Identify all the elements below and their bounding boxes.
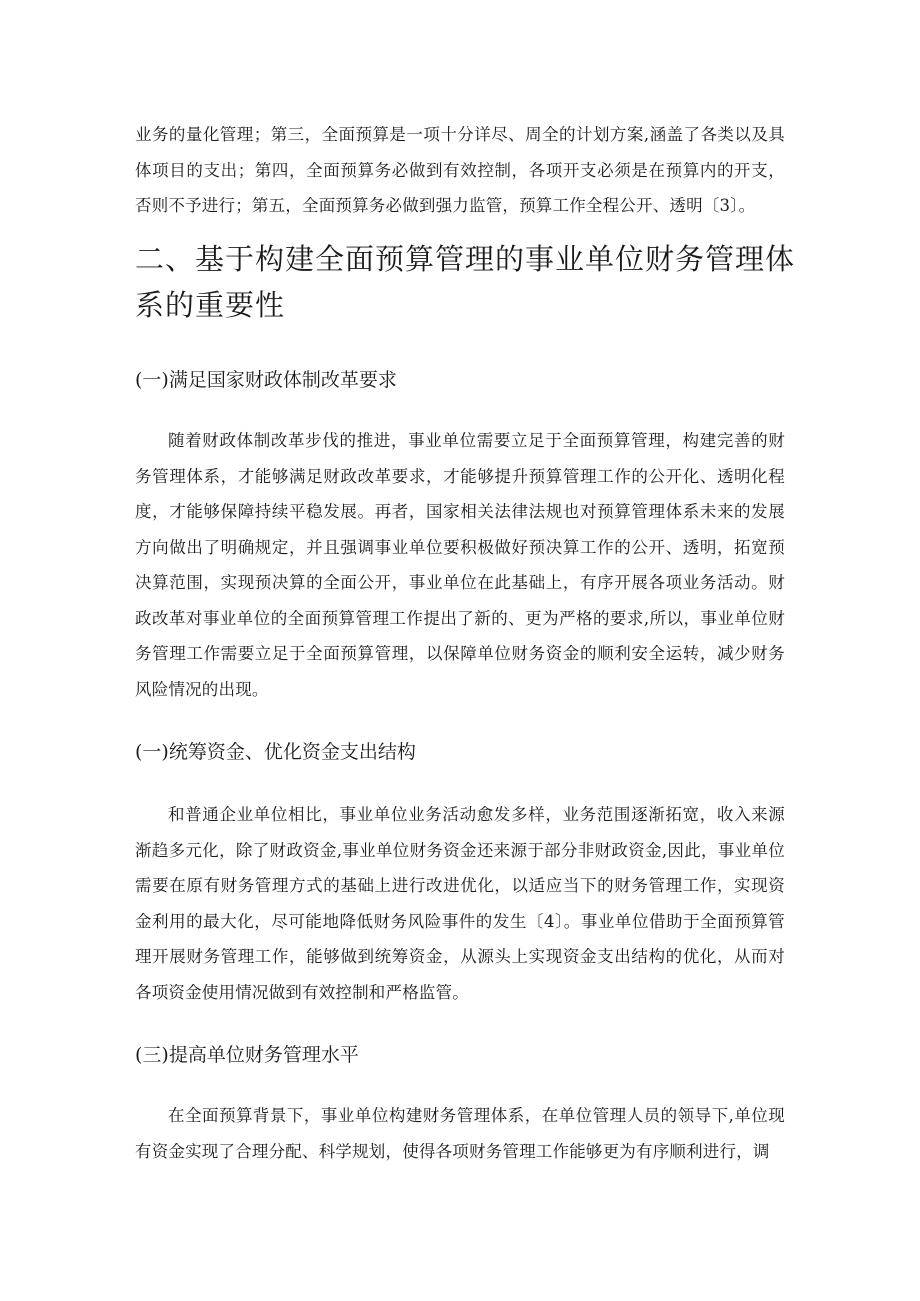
section-heading: 二、基于构建全面预算管理的事业单位财务管理体系的重要性	[135, 242, 796, 322]
paragraph-2: 和普通企业单位相比，事业单位业务活动愈发多样，业务范围逐渐拓宽，收入来源渐趋多元化，除了财政资金,事业单位财务资金还来源于部分非财政资金,因此，事业单位需要在原有财务管理方式的基础上进行改进优化，以适应当下的财务管理工作，实现资金利用的最大化，尽可能地降低财务风险事件的发生〔4〕。事业单位借助于全面预算管理开展财务管理工作，能够做到统筹资金，从源头上实现资金支出结构的优化，从而对各项资金使用情况做到有效控制和严格监管。	[135, 805, 785, 1002]
subsection-heading-3: (三)提高单位财务管理水平	[135, 1044, 359, 1066]
paragraph-3: 在全面预算背景下，事业单位构建财务管理体系，在单位管理人员的领导下,单位现有资金实现了合理分配、科学规划，使得各项财务管理工作能够更为有序顺利进行，调	[135, 1106, 785, 1161]
subsection-heading-2: (一)统筹资金、优化资金支出结构	[135, 741, 416, 763]
intro-paragraph: 业务的量化管理；第三，全面预算是一项十分详尽、周全的计划方案,涵盖了各类以及具体项目的支出；第四，全面预算务必做到有效控制，各项开支必须是在预算内的开支，否则不予进行；第五，全面预算务必做到强力监管，预算工作全程公开、透明〔3〕。	[135, 125, 785, 215]
subsection-heading-1: (一)满足国家财政体制改革要求	[135, 369, 397, 391]
paragraph-1: 随着财政体制改革步伐的推进，事业单位需要立足于全面预算管理，构建完善的财务管理体系，才能够满足财政改革要求，才能够提升预算管理工作的公开化、透明化程度，才能够保障持续平稳发展。再者，国家相关法律法规也对预算管理体系未来的发展方向做出了明确规定，并且强调事业单位要积极做好预决算工作的公开、透明，拓宽预决算范围，实现预决算的全面公开，事业单位在此基础上，有序开展各项业务活动。财政改革对事业单位的全面预算管理工作提出了新的、更为严格的要求,所以，事业单位财务管理工作需要立足于全面预算管理，以保障单位财务资金的顺利安全运转，减少财务风险情况的出现。	[135, 431, 785, 699]
